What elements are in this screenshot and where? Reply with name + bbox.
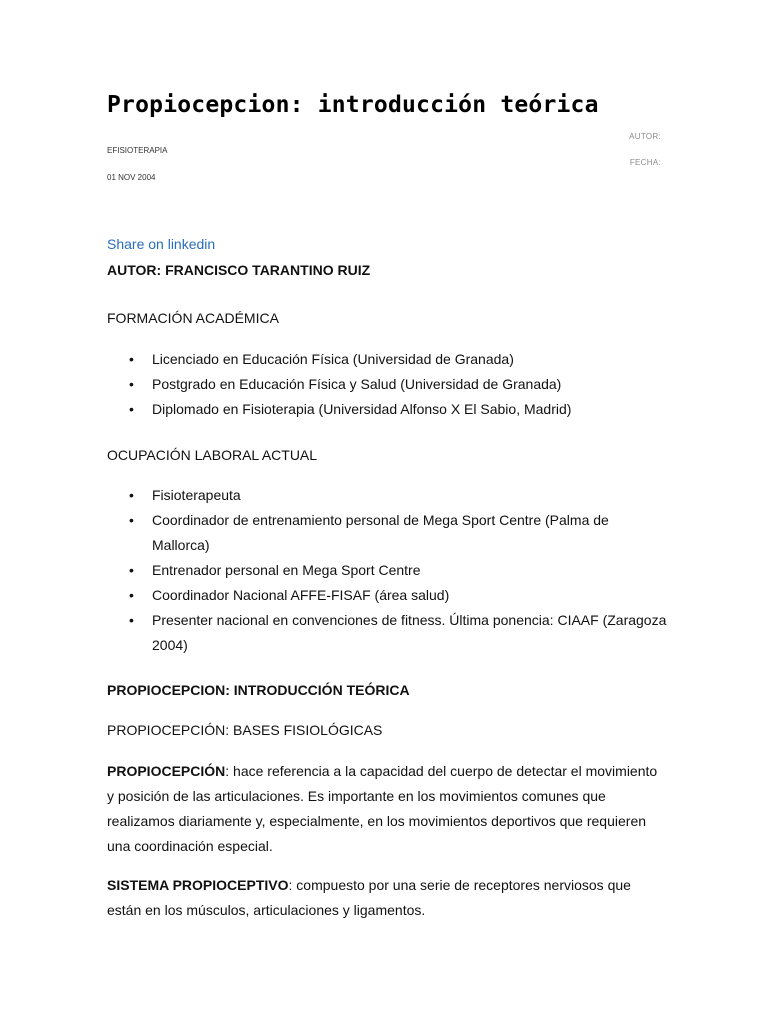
author-label: AUTOR: xyxy=(629,132,661,141)
publish-date: 01 NOV 2004 xyxy=(107,173,156,182)
list-item: • Coordinador Nacional AFFE-FISAF (área salud) xyxy=(107,583,667,608)
list-item: • Entrenador personal en Mega Sport Centre xyxy=(107,558,667,583)
date-label: FECHA: xyxy=(629,158,661,167)
paragraph-propiocepcion xyxy=(107,759,667,859)
ocupacion-heading: OCUPACIÓN LABORAL ACTUAL xyxy=(107,447,318,463)
formacion-list xyxy=(107,347,667,422)
category-label: EFISIOTERAPIA xyxy=(107,146,168,155)
list-item: • Diplomado en Fisioterapia (Universidad Alfonso X El Sabio, Madrid) xyxy=(107,397,667,422)
subsection-title: PROPIOCEPCIÓN: BASES FISIOLÓGICAS xyxy=(107,722,383,738)
term-propiocepcion: PROPIOCEPCIÓN xyxy=(107,763,226,779)
list-item: • Postgrado en Educación Física y Salud (Universidad de Granada) xyxy=(107,372,667,397)
list-item: • Presenter nacional en convenciones de fitness. Última ponencia: CIAAF (Zaragoza 2004) xyxy=(107,608,667,658)
section-title: PROPIOCEPCION: INTRODUCCIÓN TEÓRICA xyxy=(107,682,410,698)
definition-sistema-propioceptivo: : compuesto por una serie de receptores nerviosos que están en los músculos, articulaciones y ligamentos. xyxy=(107,877,631,918)
article-title: Propiocepcion: introducción teórica xyxy=(107,92,599,118)
definition-propiocepcion: : hace referencia a la capacidad del cuerpo de detectar el movimiento y posición de las articulaciones. Es importante en los movimientos comunes que realizamos diariamente y, especialmente, en los movimientos deportivos que requieren una coordinación especial. xyxy=(107,763,658,854)
list-item: • Licenciado en Educación Física (Universidad de Granada) xyxy=(107,347,667,372)
author-line: AUTOR: FRANCISCO TARANTINO RUIZ xyxy=(107,262,371,278)
ocupacion-list xyxy=(107,483,667,658)
term-sistema-propioceptivo: SISTEMA PROPIOCEPTIVO xyxy=(107,877,289,893)
paragraph-sistema-propioceptivo xyxy=(107,873,667,923)
formacion-heading: FORMACIÓN ACADÉMICA xyxy=(107,310,279,326)
list-item: • Coordinador de entrenamiento personal de Mega Sport Centre (Palma de Mallorca) xyxy=(107,508,667,558)
list-item: • Fisioterapeuta xyxy=(107,483,667,508)
share-linkedin-link[interactable]: Share on linkedin xyxy=(107,236,216,252)
